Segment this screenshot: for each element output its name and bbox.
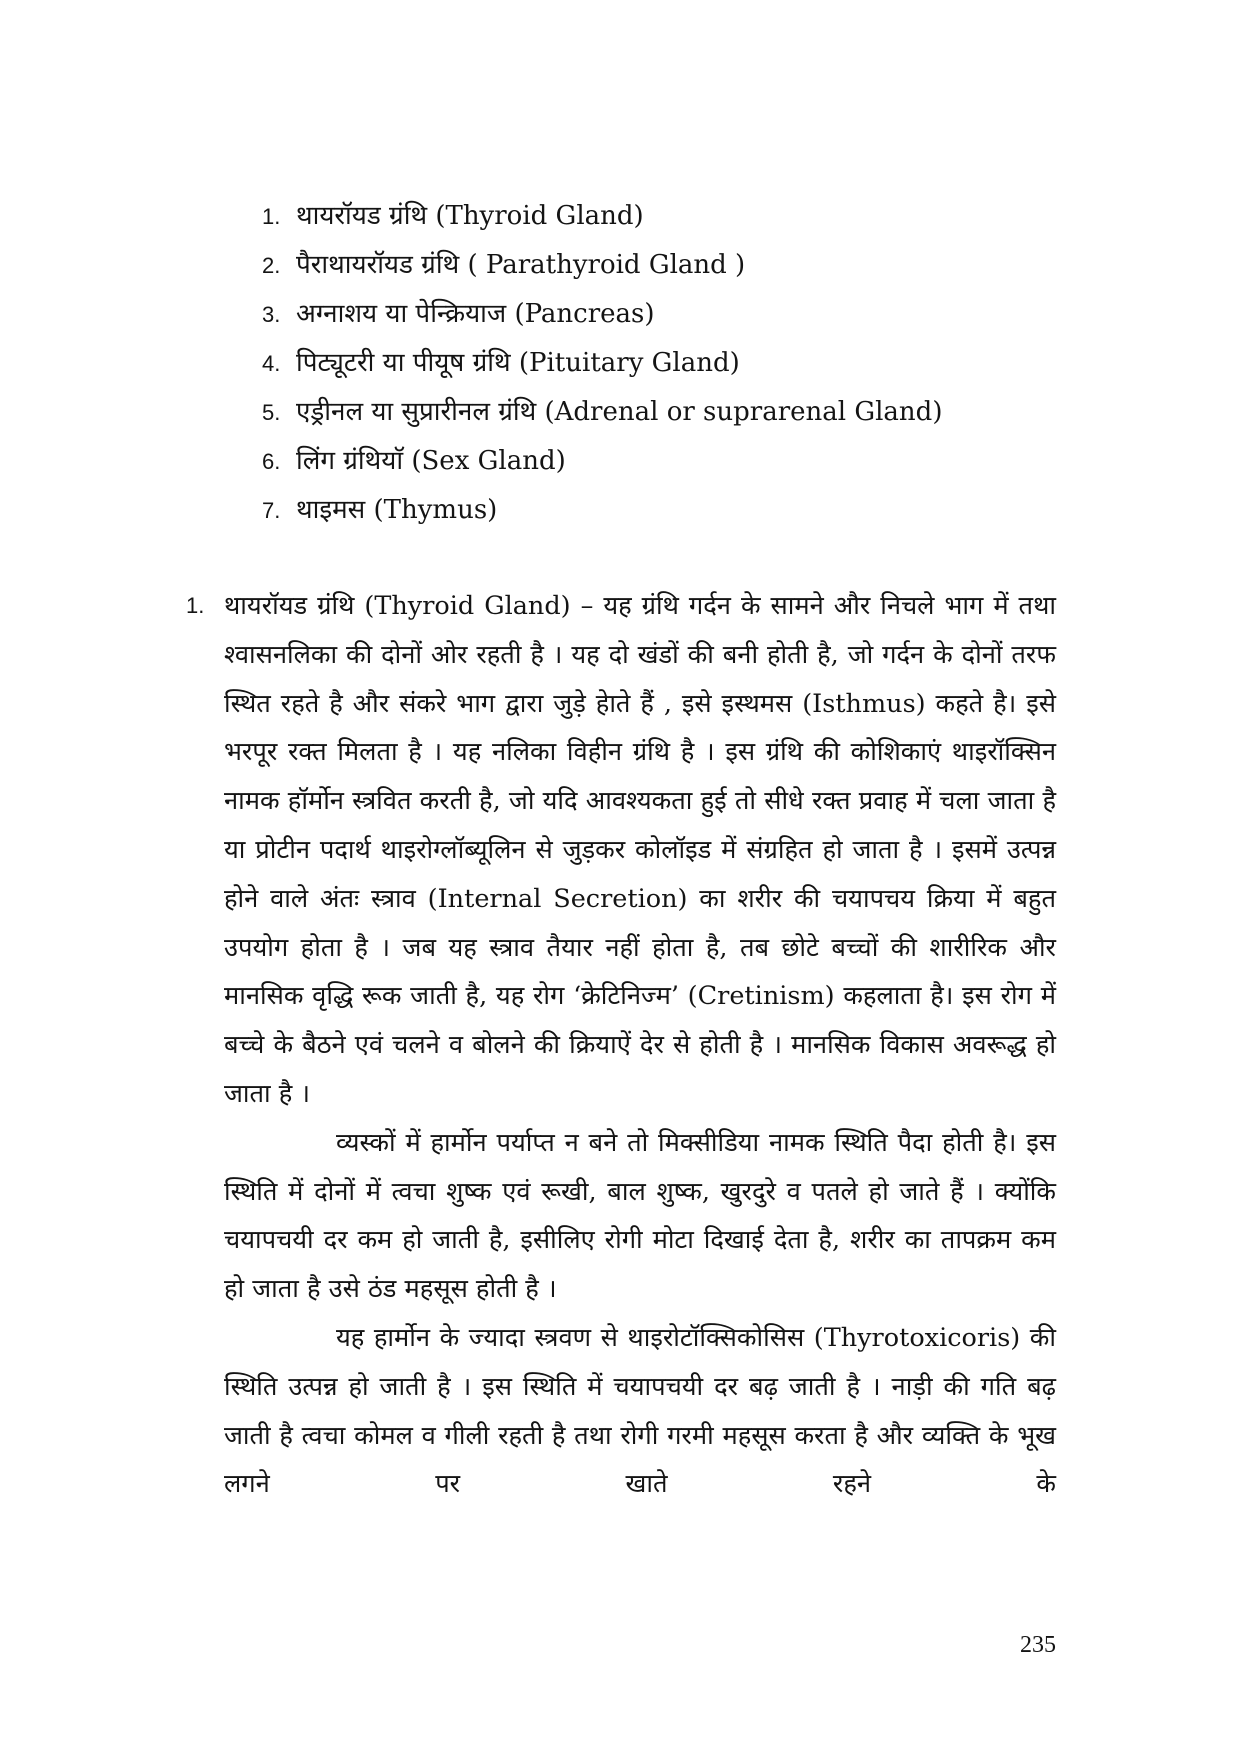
list-item-number: 4. xyxy=(262,351,281,376)
section-body xyxy=(224,582,1056,1509)
list-item-number: 7. xyxy=(262,498,281,523)
list-item xyxy=(262,490,1062,539)
list-item xyxy=(262,245,1062,294)
gland-list xyxy=(262,196,1062,539)
section-number: 1. xyxy=(186,593,205,618)
paragraph: यह हार्मोन के ज्यादा स्त्रवण से थाइरोटॉक्सिकोसिस (Thyrotoxicoris) की स्थिति उत्पन्न हो जाती है । इस स्थिति में चयापचयी दर बढ़ जाती है । नाड़ी की गति बढ़ जाती है त्वचा कोमल व गीली रहती है तथा रोगी गरमी महसूस करता है और व्यक्ति के भूख लगने पर खाते रहने के xyxy=(224,1322,1056,1500)
list-item-text: अग्नाशय या पेन्क्रियाज (Pancreas) xyxy=(296,299,655,329)
list-item-number: 2. xyxy=(262,253,281,278)
list-item-text: एड्रीनल या सुप्रारीनल ग्रंथि (Adrenal or suprarenal Gland) xyxy=(296,397,943,427)
list-item-number: 1. xyxy=(262,204,281,229)
list-item xyxy=(262,392,1062,441)
list-item xyxy=(262,343,1062,392)
list-item xyxy=(262,441,1062,490)
page-number: 235 xyxy=(1020,1632,1056,1658)
list-item-number: 5. xyxy=(262,400,281,425)
paragraph: व्यस्कों में हार्मोन पर्याप्त न बने तो मिक्सीडिया नामक स्थिति पैदा होती है। इस स्थिति में दोनों में त्वचा शुष्क एवं रूखी, बाल शुष्क, खुरदुरे व पतले हो जाते हैं । क्योंकि चयापचयी दर कम हो जाती है, इसीलिए रोगी मोटा दिखाई देता है, शरीर का तापक्रम कम हो जाता है उसे ठंड महसूस होती है । xyxy=(224,1127,1056,1305)
list-item-text: पैराथायरॉयड ग्रंथि ( Parathyroid Gland ) xyxy=(296,250,746,280)
list-item xyxy=(262,196,1062,245)
list-item-number: 3. xyxy=(262,302,281,327)
paragraph: थायरॉयड ग्रंथि (Thyroid Gland) – यह ग्रंथि गर्दन के सामने और निचले भाग में तथा श्वासनलिका की दोनों ओर रहती है । यह दो खंडों की बनी होती है, जो गर्दन के दोनों तरफ स्थित रहते है और संकरे भाग द्वारा जुड़े हेाते हैं , इसे इस्थमस (Isthmus) कहते है। इसे भरपूर रक्त मिलता है । यह नलिका विहीन ग्रंथि है । इस ग्रंथि की कोशिकाएं थाइरॉक्सिन नामक हॉर्मोन स्त्रवित करती है, जो यदि आवश्यकता हुई तो सीधे रक्त प्रवाह में चला जाता है या प्रोटीन पदार्थ थाइरोग्लॉब्यूलिन से जुड़कर कोलॉइड में संग्रहित हो जाता है । इसमें उत्पन्न होने वाले अंतः स्त्राव (Internal Secretion) का शरीर की चयापचय क्रिया में बहुत उपयोग होता है । जब यह स्त्राव तैयार नहीं होता है, तब छोटे बच्चों की शारीरिक और मानसिक वृद्धि रूक जाती है, यह रोग ‘क्रेटिनिज्म’ (Cretinism) कहलाता है। इस रोग में बच्चे के बैठने एवं चलने व बोलने की क्रियाऐं देर से होती है । मानसिक विकास अवरूद्ध हो जाता है । xyxy=(224,591,1056,1109)
list-item-text: लिंग ग्रंथियाॅ (Sex Gland) xyxy=(296,446,566,476)
list-item-text: पिट्यूटरी या पीयूष ग्रंथि (Pituitary Gland) xyxy=(296,348,740,378)
list-item xyxy=(262,294,1062,343)
list-item-text: थायरॉयड ग्रंथि (Thyroid Gland) xyxy=(296,201,644,231)
list-item-text: थाइमस (Thymus) xyxy=(296,495,498,525)
thyroid-section xyxy=(186,582,1056,1509)
list-item-number: 6. xyxy=(262,449,281,474)
